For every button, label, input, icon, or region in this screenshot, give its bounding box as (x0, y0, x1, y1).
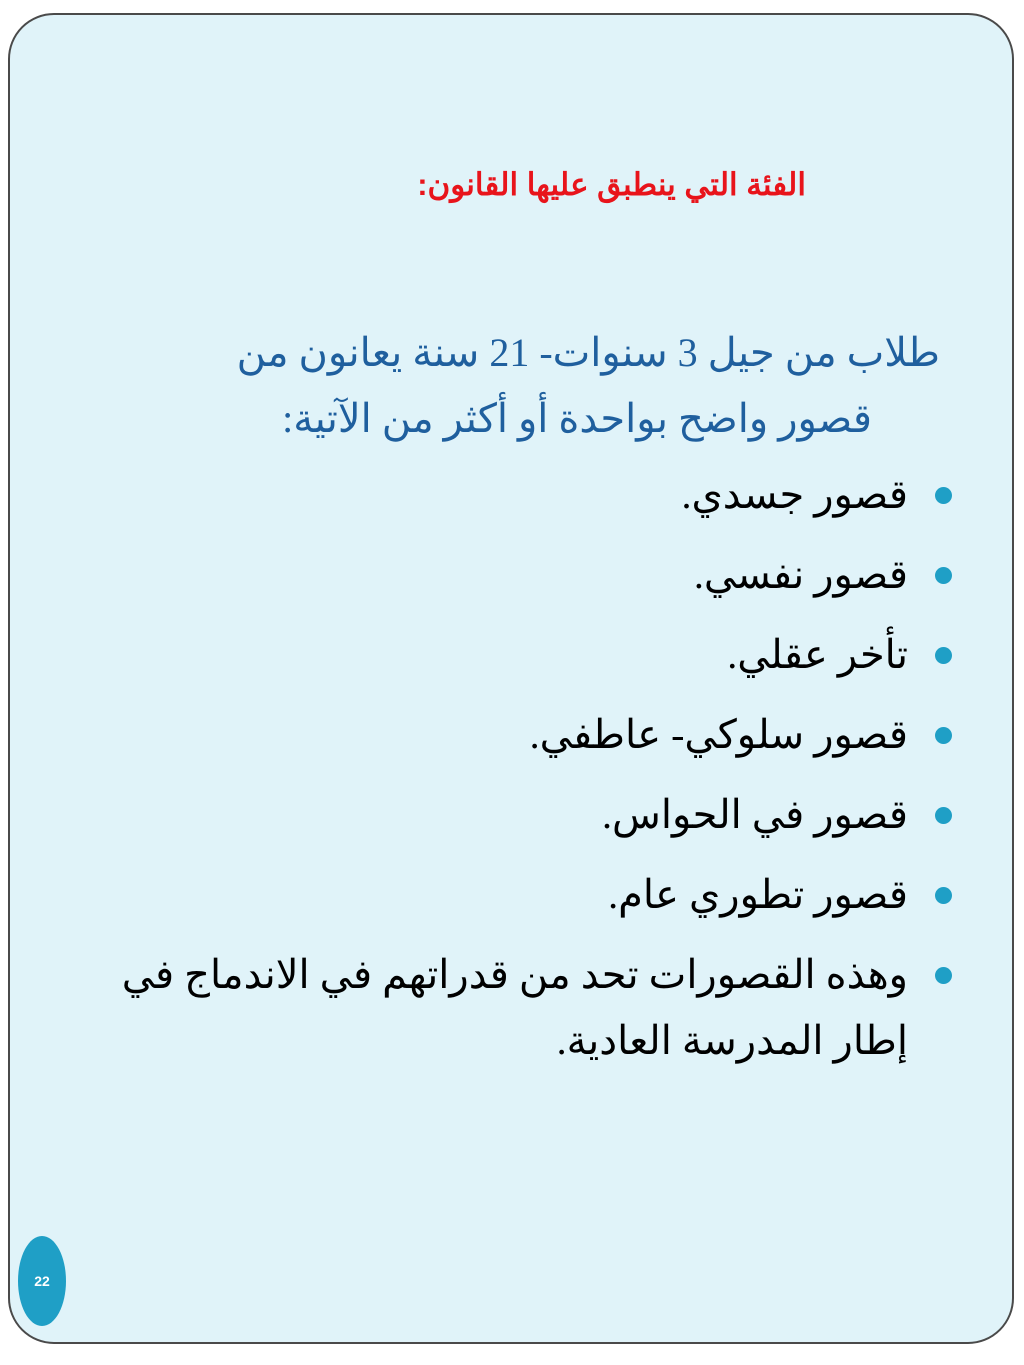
slide-heading: الفئة التي ينطبق عليها القانون: (417, 167, 806, 202)
page-number-badge: 22 (18, 1236, 66, 1326)
bullet-dot-icon (935, 887, 952, 904)
bullet-text: قصور سلوكي- عاطفي. (529, 712, 908, 757)
bullet-item (84, 775, 964, 855)
bullet-text: قصور تطوري عام. (608, 872, 908, 917)
bullet-list (84, 455, 964, 1074)
bullet-item (84, 695, 964, 775)
bullet-dot-icon (935, 647, 952, 664)
bullet-item (84, 935, 964, 1074)
bullet-dot-icon (935, 967, 952, 984)
bullet-text: قصور جسدي. (681, 472, 908, 517)
bullet-item (84, 535, 964, 615)
bullet-text: قصور نفسي. (693, 552, 908, 597)
slide-panel (8, 13, 1014, 1344)
bullet-dot-icon (935, 727, 952, 744)
bullet-text: وهذه القصورات تحد من قدراتهم في الاندماج في إطار المدرسة العادية. (121, 952, 908, 1063)
bullet-item (84, 455, 964, 535)
bullet-dot-icon (935, 487, 952, 504)
bullet-text: قصور في الحواس. (602, 792, 908, 837)
bullet-item (84, 855, 964, 935)
bullet-dot-icon (935, 807, 952, 824)
intro-text (100, 320, 940, 452)
bullet-dot-icon (935, 567, 952, 584)
bullet-item (84, 615, 964, 695)
intro-line-2: قصور واضح بواحدة أو أكثر من الآتية: (282, 396, 872, 441)
intro-line-1: طلاب من جيل 3 سنوات- 21 سنة يعانون من (236, 330, 940, 375)
bullet-text: تأخر عقلي. (727, 632, 908, 677)
